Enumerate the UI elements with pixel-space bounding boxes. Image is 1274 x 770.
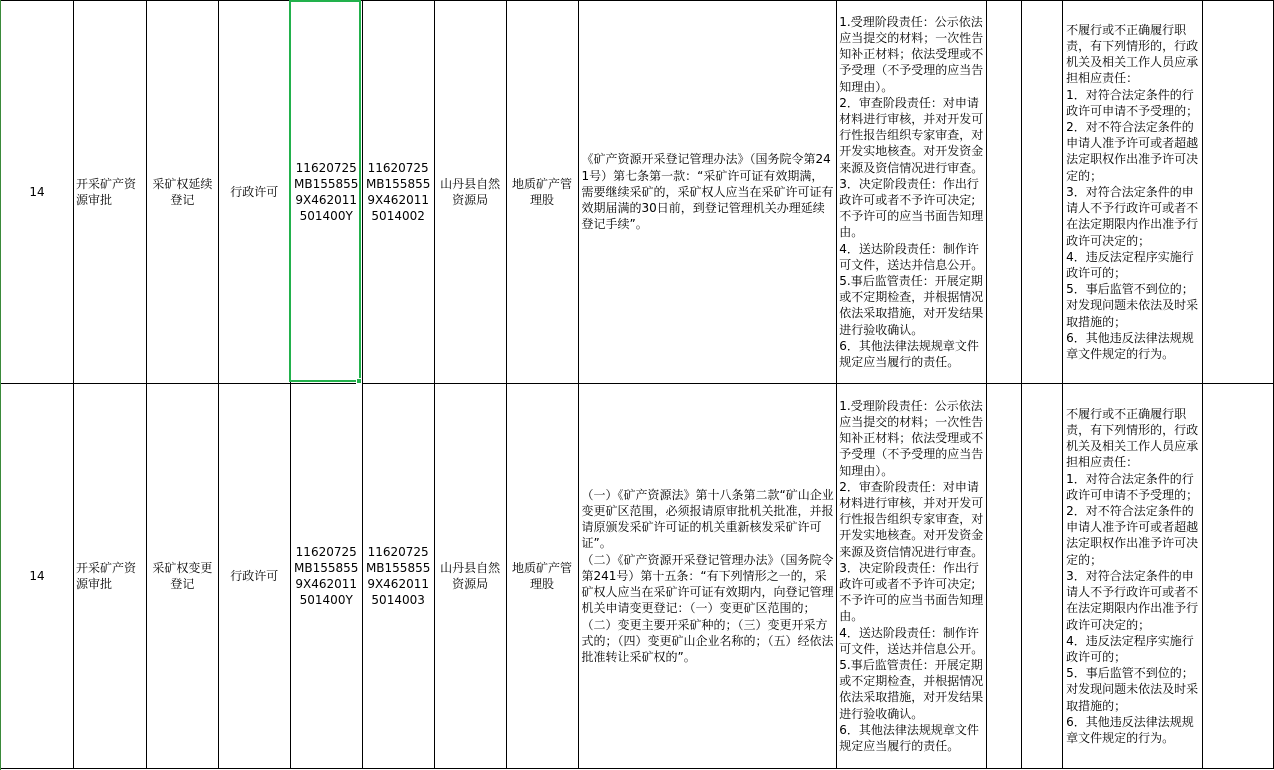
- cell-duties[interactable]: 1.受理阶段责任：公示依法应当提交的材料；一次性告知补正材料；依法受理或不予受理（不予受理的应当告知理由）。 2．审查阶段责任：对申请材料进行审核，并对开发可行性报告组织专家审查，对开发实地核查。对开发资金来源及资信情况进行审查。 3．决定阶段责任：作出行政许可或者不予许可决定;不予许可的应当书面告知理由。 4．送达阶段责任：制作许可文件，送达并信息公开。 5.事后监管责任：开展定期或不定期检查，并根据情况依法采取措施，对开发结果进行验收确认。 6．其他法律法规规章文件规定应当履行的责任。: [837, 384, 987, 769]
- cell-basis[interactable]: 《矿产资源开采登记管理办法》（国务院令第241号）第七条第一款：“采矿许可证有效期满，需要继续采矿的，采矿权人应当在采矿许可证有效期届满的30日前，到登记管理机关办理延续登记手续”。: [578, 1, 837, 384]
- cell-item[interactable]: 采矿权延续登记: [146, 1, 218, 384]
- cell-liability[interactable]: 不履行或不正确履行职责，有下列情形的，行政机关及相关工作人员应承担相应责任： 1．对符合法定条件的行政许可申请不予受理的； 2．对不符合法定条件的申请人准予许可或者超越法定职权作出准予许可决定的； 3．对符合法定条件的申请人不予行政许可或者不在法定期限内作出准予行政许可决定的； 4．违反法定程序实施行政许可的； 5．事后监管不到位的；对发现问题未依法及时采取措施的； 6．其他违反法律法规规章文件规定的行为。: [1063, 1, 1203, 384]
- cell-type[interactable]: 行政许可: [218, 384, 290, 769]
- cell-type[interactable]: 行政许可: [218, 1, 290, 384]
- cell-blank-3[interactable]: [1202, 1, 1273, 384]
- cell-category[interactable]: 开采矿产资源审批: [73, 1, 146, 384]
- cell-index[interactable]: 14: [1, 1, 74, 384]
- cell-basis[interactable]: （一）《矿产资源法》第十八条第二款“矿山企业变更矿区范围，必须报请原审批机关批准，并报请原颁发采矿许可证的机关重新核发采矿许可证”。 （二）《矿产资源开采登记管理办法》（国务院令第241号）第十五条：“有下列情形之一的，采矿权人应当在采矿许可证有效期内，向登记管理机关申请变更登记：（一）变更矿区范围的；（二）变更主要开采矿种的；（三）变更开采方式的；（四）变更矿山企业名称的；（五）经依法批准转让采矿权的”。: [578, 384, 837, 769]
- cell-code-2[interactable]: 11620725MB1558559X4620115014003: [362, 384, 434, 769]
- cell-blank-2[interactable]: [1022, 1, 1063, 384]
- cell-duties[interactable]: 1.受理阶段责任：公示依法应当提交的材料；一次性告知补正材料；依法受理或不予受理（不予受理的应当告知理由）。 2．审查阶段责任：对申请材料进行审核，并对开发可行性报告组织专家审查，对开发实地核查。对开发资金来源及资信情况进行审查。 3．决定阶段责任：作出行政许可或者不予许可决定;不予许可的应当书面告知理由。 4．送达阶段责任：制作许可文件，送达并信息公开。 5.事后监管责任：开展定期或不定期检查，并根据情况依法采取措施，对开发结果进行验收确认。 6．其他法律法规规章文件规定应当履行的责任。: [837, 1, 987, 384]
- table-row: [1, 384, 1274, 769]
- cell-blank-1[interactable]: [987, 384, 1022, 769]
- cell-unit[interactable]: 地质矿产管理股: [506, 1, 578, 384]
- cell-blank-2[interactable]: [1022, 384, 1063, 769]
- cell-blank-1[interactable]: [987, 1, 1022, 384]
- cell-dept[interactable]: 山丹县自然资源局: [434, 1, 506, 384]
- fill-handle[interactable]: [356, 378, 362, 384]
- cell-code-2[interactable]: 11620725MB1558559X4620115014002: [362, 1, 434, 384]
- cell-unit[interactable]: 地质矿产管理股: [506, 384, 578, 769]
- cell-item[interactable]: 采矿权变更登记: [146, 384, 218, 769]
- cell-blank-3[interactable]: [1202, 384, 1273, 769]
- table-row: [1, 1, 1274, 384]
- frozen-pane-line: [0, 0, 1, 770]
- cell-liability[interactable]: 不履行或不正确履行职责，有下列情形的，行政机关及相关工作人员应承担相应责任： 1．对符合法定条件的行政许可申请不予受理的； 2．对不符合法定条件的申请人准予许可或者超越法定职权作出准予许可决定的； 3．对符合法定条件的申请人不予行政许可或者不在法定期限内作出准予行政许可决定的； 4．违反法定程序实施行政许可的； 5．事后监管不到位的；对发现问题未依法及时采取措施的； 6．其他违反法律法规规章文件规定的行为。: [1063, 384, 1203, 769]
- cell-index[interactable]: 14: [1, 384, 74, 769]
- cell-dept[interactable]: 山丹县自然资源局: [434, 384, 506, 769]
- cell-code-1[interactable]: 11620725MB1558559X462011501400Y: [290, 1, 362, 384]
- cell-code-1[interactable]: 11620725MB1558559X462011501400Y: [290, 384, 362, 769]
- cell-category[interactable]: 开采矿产资源审批: [73, 384, 146, 769]
